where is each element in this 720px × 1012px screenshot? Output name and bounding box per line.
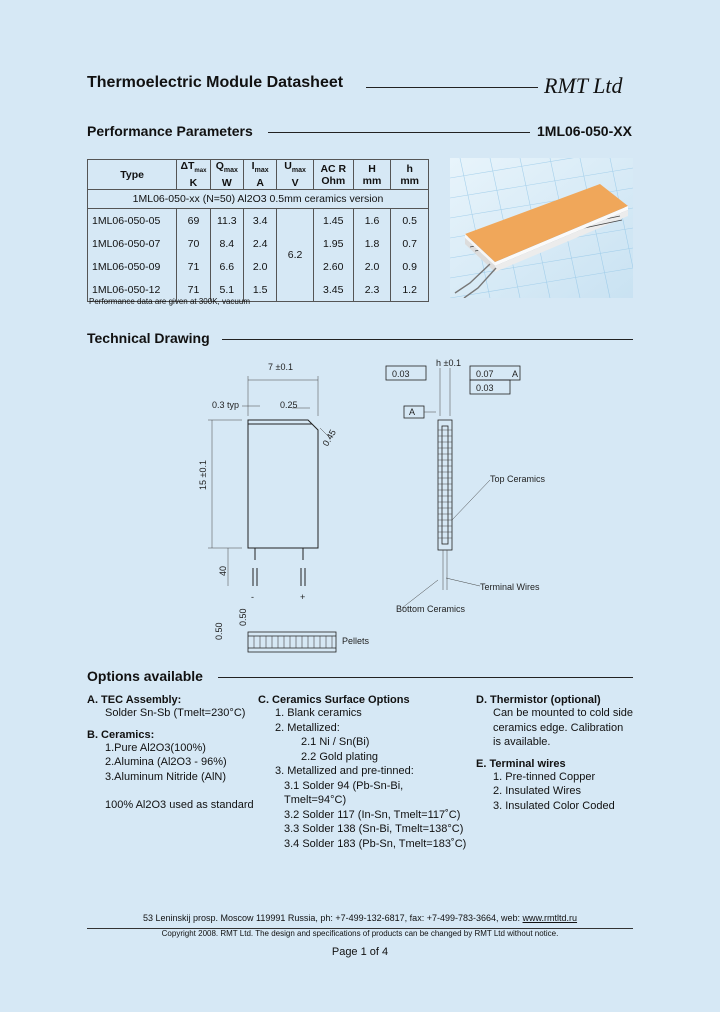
website-link[interactable]: www.rmtltd.ru	[522, 913, 578, 923]
page-number: Page 1 of 4	[331, 946, 389, 958]
svg-text:0.03: 0.03	[476, 383, 494, 393]
table-row: 1ML06-050-09 71 6.6 2.0 2.60 2.0 0.9	[88, 255, 429, 278]
options-section-title: Options available	[87, 668, 203, 684]
footer-copyright: Copyright 2008. RMT Ltd. The design and specifications of products can be changed by RMT Ltd without notice.	[161, 929, 559, 938]
svg-text:A: A	[409, 407, 416, 417]
svg-text:40: 40	[218, 565, 228, 576]
col-type: Type	[88, 160, 177, 190]
company-logo: RMT Ltd	[544, 73, 623, 98]
umax-shared: 6.2	[277, 209, 314, 302]
table-row: 1ML06-050-07 70 8.4 2.4 1.95 1.8 0.7	[88, 232, 429, 255]
col-H: H mm	[353, 160, 391, 190]
svg-text:-: -	[251, 592, 254, 602]
col-dt: $\Delta T_{max}$ K	[177, 160, 210, 190]
svg-text:0.25: 0.25	[280, 400, 298, 410]
drawing-section-title: Technical Drawing	[87, 330, 210, 346]
svg-text:0.50: 0.50	[214, 622, 224, 640]
svg-text:Terminal Wires: Terminal Wires	[480, 582, 540, 592]
header-divider	[366, 87, 538, 88]
options-column-1: A. TEC Assembly: Solder Sn-Sb (Tmelt=230°C) B. Ceramics: 1.Pure Al2O3(100%) 2.Alumina (Al2O3 - 96%) 3.Aluminum Nitride (AlN) 100% Al2O3 used as standard	[87, 694, 254, 811]
performance-section-title: Performance Parameters	[87, 123, 253, 139]
svg-text:A: A	[512, 369, 519, 379]
table-row: 1ML06-050-12 71 5.1 1.5 3.45 2.3 1.2	[88, 278, 429, 302]
svg-text:15 ±0.1: 15 ±0.1	[198, 460, 208, 490]
product-photo	[450, 158, 633, 298]
svg-text:0.03: 0.03	[392, 369, 410, 379]
performance-note: Performance data are given at 300K, vacuum	[89, 297, 250, 306]
drawing-divider	[222, 339, 633, 340]
performance-divider	[268, 132, 530, 133]
options-column-2: C. Ceramics Surface Options 1. Blank ceramics 2. Metallized: 2.1 Ni / Sn(Bi) 2.2 Gold plating 3. Metallized and pre-tinned: 3.1 Solder 94 (Pb-Sn-Bi, Tmelt=94°C) 3.2 Solder 117 (In-Sn, Tmelt=117˚C) 3.3 Solder 138 (Sn-Bi, Tmelt=138°C) 3.4 Solder 183 (Pb-Sn, Tmelt=183˚C)	[258, 694, 467, 850]
col-q: $Q_{max}$ W	[210, 160, 243, 190]
svg-text:Pellets: Pellets	[342, 636, 370, 646]
col-u: $U_{max}$ V	[277, 160, 314, 190]
svg-text:h ±0.1: h ±0.1	[436, 358, 461, 368]
model-code: 1ML06-050-XX	[537, 123, 632, 139]
svg-text:0.50: 0.50	[238, 608, 248, 626]
performance-table	[87, 159, 429, 302]
svg-text:7 ±0.1: 7 ±0.1	[268, 362, 293, 372]
version-row: 1ML06-050-xx (N=50) Al2O3 0.5mm ceramics version	[88, 190, 429, 209]
col-i: $I_{max}$ A	[243, 160, 276, 190]
options-column-3: D. Thermistor (optional) Can be mounted to cold side ceramics edge. Calibration is available. E. Terminal wires 1. Pre-tinned Copper 2. Insulated Wires 3. Insulated Color Coded	[476, 694, 634, 812]
svg-text:Bottom Ceramics: Bottom Ceramics	[396, 604, 466, 614]
svg-text:+: +	[300, 592, 306, 602]
col-h: h mm	[391, 160, 429, 190]
col-acr: AC R Ohm	[313, 160, 353, 190]
options-divider	[218, 677, 633, 678]
footer-address: 53 Leninskij prosp. Moscow 119991 Russia, ph: +7-499-132-6817, fax: +7-499-783-3664, web: www.rmtltd.ru	[142, 913, 578, 923]
svg-text:0.07: 0.07	[476, 369, 494, 379]
module-outline	[248, 420, 318, 548]
table-header-row	[88, 160, 429, 190]
document-title: Thermoelectric Module Datasheet	[87, 74, 344, 91]
technical-drawing	[180, 350, 580, 660]
svg-text:0.3 typ: 0.3 typ	[212, 400, 240, 410]
svg-text:0.45: 0.45	[320, 427, 338, 448]
svg-text:Top Ceramics: Top Ceramics	[490, 474, 546, 484]
table-row: 1ML06-050-05 69 11.3 3.4 6.2 1.45 1.6 0.5	[88, 209, 429, 233]
